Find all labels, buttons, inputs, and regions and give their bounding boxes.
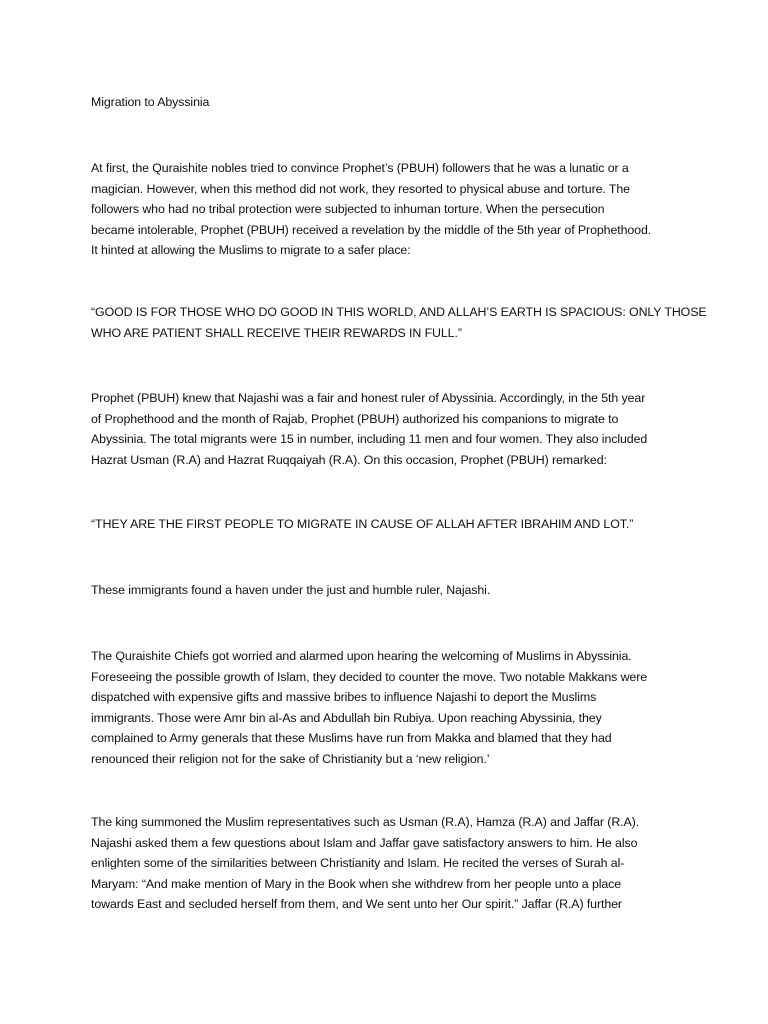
paragraph-line: Hazrat Usman (R.A) and Hazrat Ruqqaiyah (R.A). On this occasion, Prophet (PBUH) remarked: xyxy=(91,452,607,467)
paragraph-line: Maryam: “And make mention of Mary in the Book when she withdrew from her people unto a place xyxy=(91,876,622,891)
paragraph-4 xyxy=(91,646,691,770)
paragraph-1 xyxy=(91,158,691,261)
paragraph-line: immigrants. Those were Amr bin al-As and Abdullah bin Rubiya. Upon reaching Abyssinia, they xyxy=(91,710,602,725)
paragraph-line: complained to Army generals that these Muslims have run from Makka and blamed that they had xyxy=(91,731,612,746)
quote-line: WHO ARE PATIENT SHALL RECEIVE THEIR REWARDS IN FULL.” xyxy=(91,325,462,340)
paragraph-line: The king summoned the Muslim representatives such as Usman (R.A), Hamza (R.A) and Jaffar (R.A). xyxy=(91,815,640,829)
quote-line: “THEY ARE THE FIRST PEOPLE TO MIGRATE IN CAUSE OF ALLAH AFTER IBRAHIM AND LOT.” xyxy=(91,517,634,531)
quote-1 xyxy=(91,302,707,343)
paragraph-line: of Prophethood and the month of Rajab, Prophet (PBUH) authorized his companions to migrate to xyxy=(91,411,619,426)
paragraph-line: renounced their religion not for the sake of Christianity but a ‘new religion.’ xyxy=(91,751,490,766)
document-title xyxy=(91,92,691,113)
paragraph-2 xyxy=(91,388,691,470)
quote-2 xyxy=(91,514,691,535)
paragraph-line: became intolerable, Prophet (PBUH) received a revelation by the middle of the 5th year of Prophethood. xyxy=(91,222,652,237)
quote-line: “GOOD IS FOR THOSE WHO DO GOOD IN THIS WORLD, AND ALLAH’S EARTH IS SPACIOUS: ONLY THOSE xyxy=(91,305,707,319)
paragraph-line: It hinted at allowing the Muslims to migrate to a safer place: xyxy=(91,243,411,258)
paragraph-line: Abyssinia. The total migrants were 15 in number, including 11 men and four women. They also included xyxy=(91,432,648,447)
paragraph-3 xyxy=(91,580,691,601)
paragraph-line: Prophet (PBUH) knew that Najashi was a fair and honest ruler of Abyssinia. Accordingly, in the 5th year xyxy=(91,391,646,405)
paragraph-line: magician. However, when this method did not work, they resorted to physical abuse and torture. The xyxy=(91,181,630,196)
paragraph-line: These immigrants found a haven under the just and humble ruler, Najashi. xyxy=(91,583,491,597)
document-title-text: Migration to Abyssinia xyxy=(91,95,210,109)
paragraph-line: dispatched with expensive gifts and massive bribes to influence Najashi to deport the Muslims xyxy=(91,690,597,705)
paragraph-line: At first, the Quraishite nobles tried to convince Prophet’s (PBUH) followers that he was a lunatic or a xyxy=(91,161,629,175)
paragraph-line: The Quraishite Chiefs got worried and alarmed upon hearing the welcoming of Muslims in Abyssinia. xyxy=(91,649,632,663)
paragraph-5 xyxy=(91,812,691,915)
paragraph-line: enlighten some of the similarities between Christianity and Islam. He recited the verses of Surah al- xyxy=(91,856,625,871)
paragraph-line: Foreseeing the possible growth of Islam, they decided to counter the move. Two notable Makkans were xyxy=(91,669,648,684)
paragraph-line: followers who had no tribal protection were subjected to inhuman torture. When the persecution xyxy=(91,202,605,217)
paragraph-line: towards East and secluded herself from them, and We sent unto her Our spirit.” Jaffar (R.A) further xyxy=(91,897,622,912)
paragraph-line: Najashi asked them a few questions about Islam and Jaffar gave satisfactory answers to him. He also xyxy=(91,835,638,850)
